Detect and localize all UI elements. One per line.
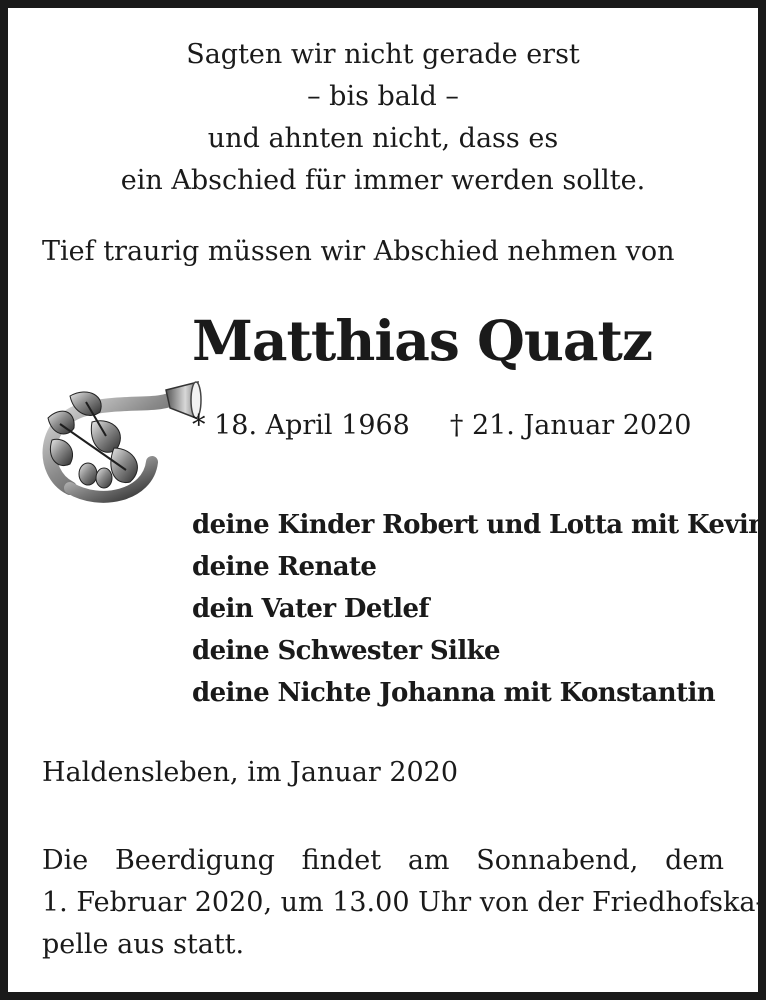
funeral-word: Sonnabend, [476,845,639,876]
funeral-line-3: pelle aus statt. [42,929,245,960]
poem [0,34,766,202]
mourner-line: deine Nichte Johanna mit Konstantin [192,678,716,708]
funeral-info [42,840,765,966]
birth-date: * 18. April 1968 [192,410,410,441]
funeral-word: Die [42,845,89,876]
mourner-line: deine Renate [192,552,377,582]
funeral-word: dem [665,845,724,876]
life-dates [192,410,691,441]
funeral-line-1 [42,840,724,882]
deceased-name: Matthias Quatz [192,308,653,373]
funeral-word: am [407,845,450,876]
funeral-line-2: 1. Februar 2020, um 13.00 Uhr von der Friedhofska- [42,887,765,918]
mourner-line: dein Vater Detlef [192,594,429,624]
funeral-word: findet [301,845,382,876]
hunting-horn-icon [30,378,202,512]
poem-line: Sagten wir nicht gerade erst [186,39,580,70]
place-date: Haldensleben, im Januar 2020 [42,757,459,788]
death-date: † 21. Januar 2020 [449,410,692,441]
mourner-line: deine Schwester Silke [192,636,500,666]
poem-line: ein Abschied für immer werden sollte. [120,165,646,196]
funeral-word: Beerdigung [114,845,275,876]
mourners-list [192,504,766,714]
poem-line: – bis bald – [307,81,459,112]
mourner-line: deine Kinder Robert und Lotta mit Kevin [192,510,766,540]
poem-line: und ahnten nicht, dass es [207,123,559,154]
intro-text: Tief traurig müssen wir Abschied nehmen von [42,236,675,267]
